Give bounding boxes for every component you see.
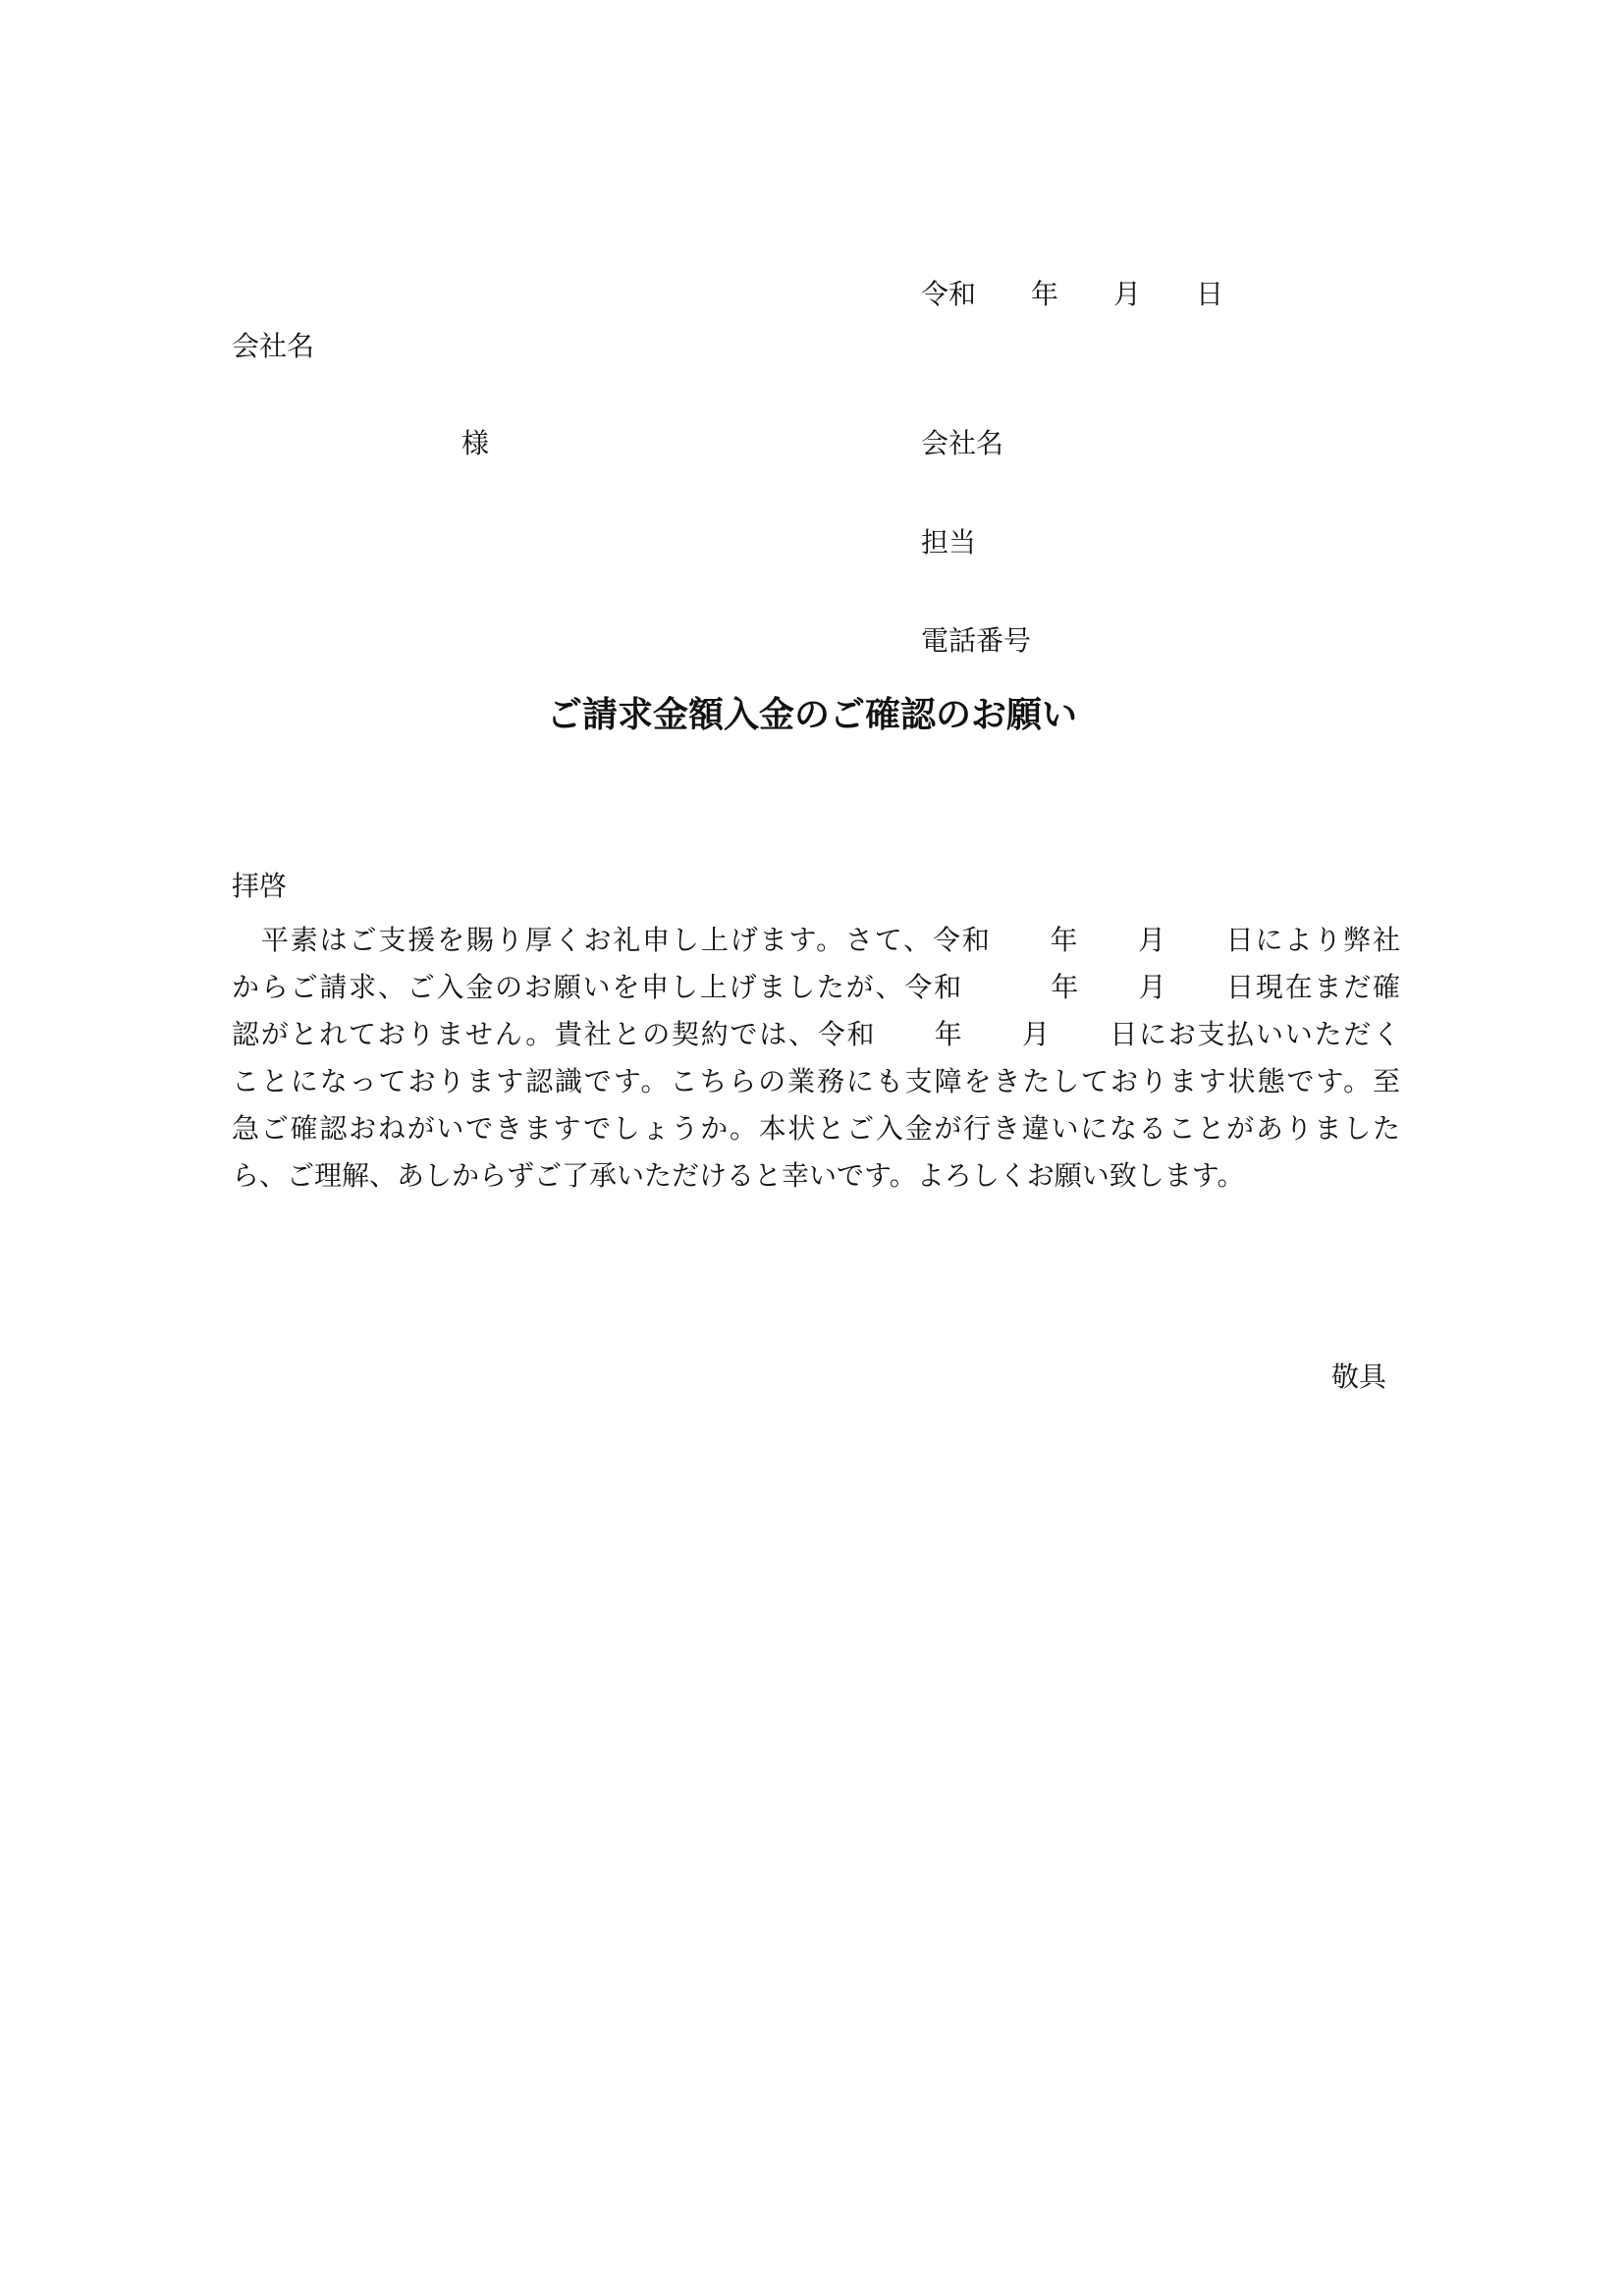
recipient-honorific: 様 — [461, 427, 490, 459]
salutation: 拝啓 — [232, 870, 288, 902]
body-line: ら、ご理解、あしからずご了承いただけると幸いです。よろしくお願い致します。 — [232, 1159, 1245, 1192]
sender-phone-number: 電話番号 — [921, 624, 1032, 657]
sender-company: 会社名 — [921, 427, 1004, 459]
body-line: 平素はご支援を賜り厚くお礼申し上げます。さて、令和 年 月 日により弊社 — [232, 924, 1400, 956]
closing-remark: 敬具 — [1331, 1361, 1387, 1393]
sender-person-in-charge: 担当 — [921, 526, 977, 559]
recipient-company: 会社名 — [232, 330, 315, 362]
body-line: からご請求、ご入金のお願いを申し上げましたが、令和 年 月 日現在まだ確 — [232, 971, 1400, 1003]
body-line: 認がとれておりません。貴社との契約では、令和 年 月 日にお支払いいただく — [232, 1018, 1400, 1050]
letter-title: ご請求金額入金のご確認のお願い — [546, 694, 1077, 735]
letter-body — [232, 917, 1400, 1200]
body-line: 急ご確認おねがいできますでしょうか。本状とご入金が行き違いになることがありました — [232, 1112, 1400, 1145]
body-line: ことになっております認識です。こちらの業務にも支障をきたしております状態です。至 — [232, 1065, 1400, 1097]
letter-date: 令和 年 月 日 — [921, 278, 1224, 310]
